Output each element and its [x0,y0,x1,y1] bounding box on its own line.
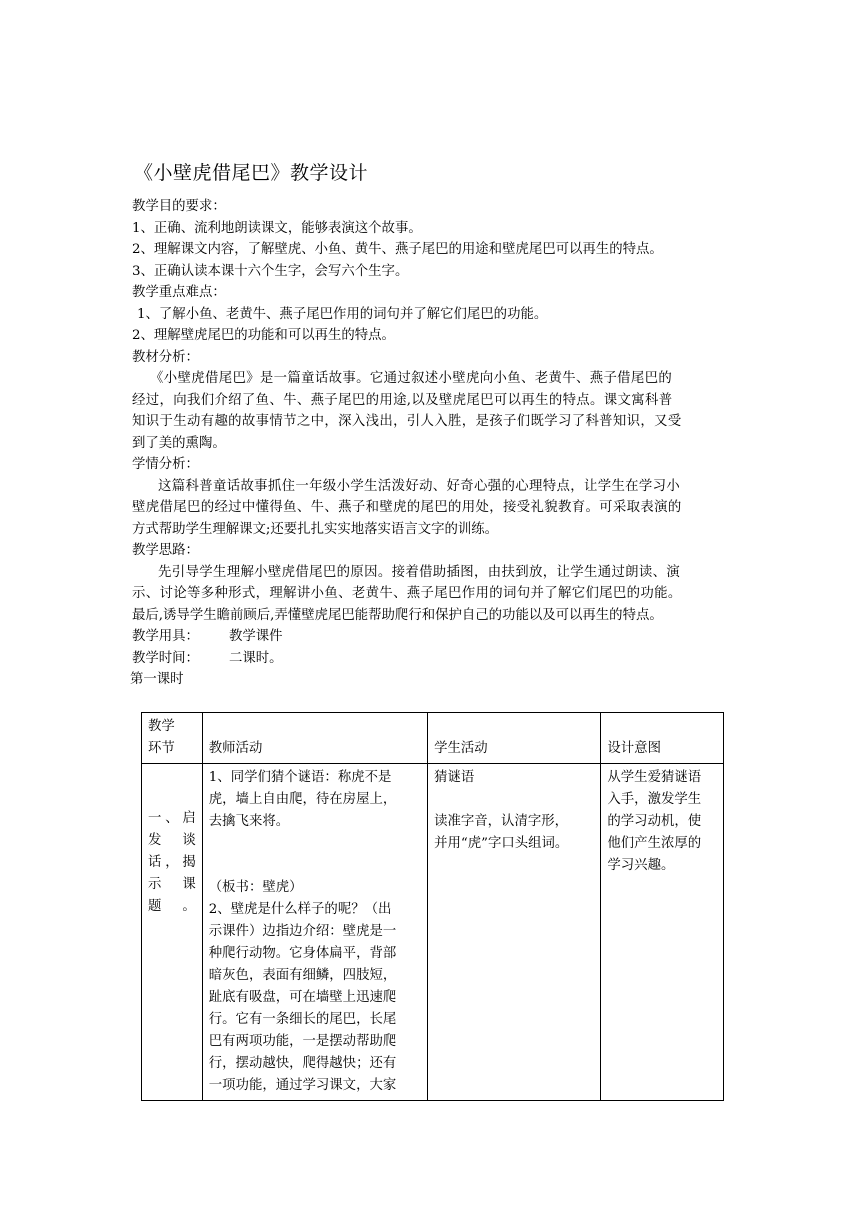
teacher-activity-line: 暗灰色，表面有细鳞，四肢短， [208,968,397,983]
stage-line: 题。 [148,899,196,914]
teacher-activity-line: 去擒飞来将。 [208,814,290,829]
body-lines [132,196,732,626]
teacher-activity-line: 趾底有吸盘，可在墙壁上迅速爬 [208,990,397,1005]
teacher-activity-line: 虎，墙上自由爬，待在房屋上， [208,792,397,807]
stage-line: 发 谈 [148,833,196,848]
teacher-activity-line: 1、同学们猜个谜语：称虎不是 [208,770,392,785]
body-line: 1、了解小鱼、老黄牛、燕子尾巴作用的词句并了解它们尾巴的功能。 [137,306,548,322]
stage-line: 示 课 [148,877,196,892]
body-line: 教学目的要求： [132,199,226,214]
body-line: 《小壁虎借尾巴》是一篇童话故事。它通过叙述小壁虎向小鱼、老黄牛、燕子借尾巴的 [150,371,673,386]
time-line [132,648,732,670]
teacher-activity-line: 2、壁虎是什么样子的呢？（出 [208,902,392,917]
design-intent-line: 入手，激发学生 [607,792,702,807]
design-intent-line: 从学生爱猜谜语 [607,770,702,785]
body-line: 示、讨论等多种形式，理解讲小鱼、老黄牛、燕子尾巴作用的词句并了解它们尾巴的功能。 [132,586,682,601]
document-title: 《小壁虎借尾巴》教学设计 [134,162,369,184]
body-line: 教学重点难点： [132,285,226,300]
stage-line: 话，揭 [148,855,196,870]
student-activity-lines [434,811,594,855]
body-line: 3、正确认读本课十六个生字，会写六个生字。 [132,263,409,279]
body-line: 教学思路： [132,543,199,558]
header-intent: 设计意图 [601,713,724,764]
tools-line [132,626,732,648]
teacher-activity-part1 [209,767,421,833]
spacer [209,833,421,877]
design-intent-line: 他们产生浓厚的 [607,836,702,851]
body-line: 知识于生动有趣的故事情节之中，深入浅出，引人入胜，是孩子们既学习了科普知识，又受 [132,414,682,429]
header-stage [142,713,203,764]
teacher-cell [202,764,427,1101]
table-row [142,764,724,1101]
body-line: 到了美的熏陶。 [132,435,226,451]
spacer [434,789,594,811]
teacher-activity-line: 行，摆动越快，爬得越快；还有 [208,1056,397,1071]
teacher-activity-line: 示课件）边指边介绍：壁虎是一 [208,924,397,939]
teacher-activity-line: （板书：壁虎） [208,880,303,895]
intent-cell [601,764,724,1101]
body-line: 先引导学生理解小壁虎借尾巴的原因。接着借助插图，由扶到放，让学生通过朗读、演 [158,564,681,580]
stage-cell [142,764,203,1101]
teacher-activity-part2 [209,877,421,1097]
student-activity-line1: 猜谜语 [434,770,475,785]
header-stage-line1: 教学 [148,719,175,734]
time-label: 教学时间： [132,650,199,666]
body-line: 壁虎借尾巴的经过中懂得鱼、牛、燕子和壁虎的尾巴的用处，接受礼貌教育。可采取表演的 [132,500,682,515]
body-line: 这篇科普童话故事抓住一年级小学生活泼好动、好奇心强的心理特点，让学生在学习小 [158,478,681,494]
body-line: 2、理解课文内容，了解壁虎、小鱼、黄牛、燕子尾巴的用途和壁虎尾巴可以再生的特点。 [132,242,663,257]
body-line: 2、理解壁虎尾巴的功能和可以再生的特点。 [132,328,395,343]
body-line: 教材分析： [132,349,199,365]
teacher-activity-line: 行。它有一条细长的尾巴，长尾 [208,1012,397,1027]
design-intent-line: 学习兴趣。 [607,858,675,873]
body-line: 学情分析： [132,457,199,472]
teacher-activity-line: 一项功能，通过学习课文，大家 [208,1078,397,1093]
header-student: 学生活动 [428,713,601,764]
body-line: 最后,诱导学生瞻前顾后,弄懂壁虎尾巴能帮助爬行和保护自己的功能以及可以再生的特点。 [132,607,663,623]
header-stage-line2: 环节 [148,741,175,756]
lesson-table [141,712,724,1101]
student-cell [428,764,601,1101]
body-line: 1、正确、流利地朗读课文，能够表演这个故事。 [132,220,422,236]
design-intent-lines [607,767,717,877]
student-activity-line: 并用“虎”字口头组词。 [434,836,569,851]
body-line: 方式帮助学生理解课文;还要扎扎实实地落实语言文字的训练。 [132,521,499,537]
table-header-row [142,713,724,764]
teacher-activity-line: 种爬行动物。它身体扁平，背部 [208,946,397,961]
teacher-activity-line: 巴有两项功能，一是摆动帮助爬 [208,1034,397,1049]
document-body [132,196,732,691]
lesson-label: 第一课时 [130,672,184,687]
design-intent-line: 的学习动机，使 [607,814,702,829]
student-activity-line: 读准字音，认清字形， [434,814,569,829]
body-line: 经过，向我们介绍了鱼、牛、燕子尾巴的用途,以及壁虎尾巴可以再生的特点。课文寓科普 [132,392,673,408]
header-teacher: 教师活动 [202,713,427,764]
time-value: 二课时。 [228,650,283,666]
tools-label: 教学用具： [132,629,199,644]
stage-line: 一、启 [148,811,196,826]
tools-value: 教学课件 [228,629,283,644]
